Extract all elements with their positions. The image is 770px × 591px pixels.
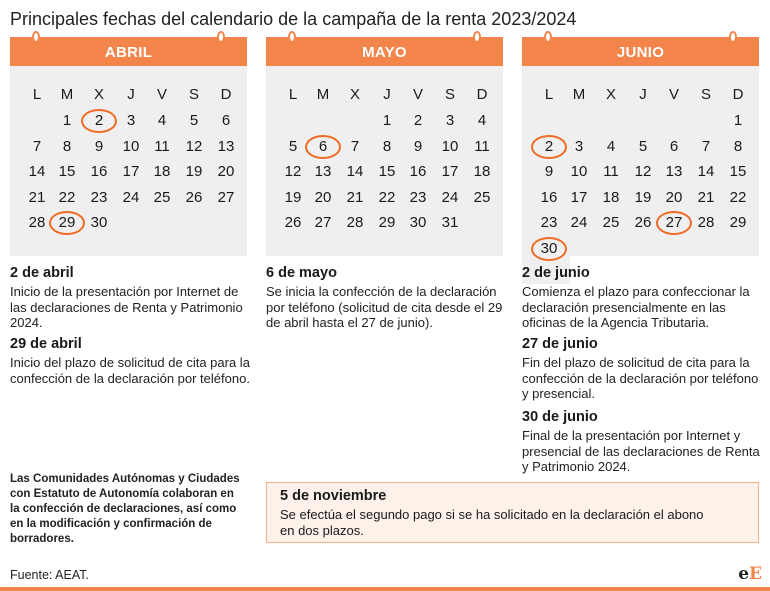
calendar-day: 20 (217, 163, 235, 180)
calendar-day: 3 (445, 112, 455, 129)
calendar-day: 20 (314, 188, 332, 206)
calendar-day: 24 (441, 188, 459, 206)
calendar-day: 29 (58, 214, 76, 231)
calendar-day: 4 (606, 137, 616, 155)
calendar-day: 30 (409, 214, 427, 231)
event-29-abril (10, 336, 250, 386)
weekday-label: M (60, 86, 74, 103)
source-label: Fuente: AEAT. (10, 568, 89, 582)
calendar-day: 8 (62, 137, 72, 155)
calendar-grid (522, 66, 759, 256)
page-title: Principales fechas del calendario de la campaña de la renta 2023/2024 (10, 9, 577, 29)
weekday-label: V (668, 86, 679, 103)
event-date: 6 de mayo (266, 265, 337, 281)
bottom-accent-bar (0, 587, 770, 591)
month-label: JUNIO (616, 44, 665, 61)
calendar-day: 18 (602, 188, 620, 206)
calendar-day: 28 (697, 214, 715, 231)
calendar-day: 30 (90, 214, 108, 231)
calendar-day: 26 (634, 214, 652, 231)
autonomy-note: Las Comunidades Autónomas y Ciudades con Estatuto de Autonomía colaboran en la confección de declaraciones, así como en la modificación y confirmación de borradores. (10, 473, 240, 545)
calendar-day: 25 (153, 188, 171, 206)
calendar-day: 10 (441, 137, 459, 155)
event-30-junio (522, 409, 762, 475)
calendar-day: 21 (697, 188, 715, 206)
calendar-day: 23 (409, 188, 427, 206)
calendar-day: 28 (346, 214, 364, 231)
calendar-day: 11 (154, 137, 170, 155)
weekday-label: L (288, 86, 298, 103)
calendar-day: 5 (638, 137, 648, 155)
event-27-junio (522, 336, 762, 402)
weekday-label: J (127, 86, 135, 103)
calendar-day: 19 (185, 163, 203, 180)
binder-ring-icon (288, 31, 296, 43)
weekday-label: S (444, 86, 455, 103)
calendar-day: 24 (570, 214, 588, 231)
calendar-day: 3 (126, 112, 136, 129)
calendar-day: 11 (603, 163, 619, 180)
calendar-day: 29 (378, 214, 396, 231)
calendar-day: 5 (288, 137, 298, 155)
weekday-label: V (156, 86, 167, 103)
weekday-label: L (32, 86, 42, 103)
weekday-label: X (605, 86, 616, 103)
weekday-label: D (476, 86, 488, 103)
calendar-may (266, 37, 503, 256)
calendar-day: 13 (665, 163, 683, 180)
calendar-april (10, 37, 247, 256)
calendar-day: 17 (570, 188, 588, 206)
calendar-day: 3 (574, 137, 584, 155)
calendar-day: 22 (58, 188, 76, 206)
calendar-day: 22 (729, 188, 747, 206)
event-date: 2 de abril (10, 265, 74, 281)
calendar-day: 7 (701, 137, 711, 155)
calendar-day: 9 (413, 137, 423, 155)
event-description: Se efectúa el segundo pago si se ha solicitado en la declaración el abono en dos plazos. (280, 507, 704, 538)
calendar-day: 25 (602, 214, 620, 231)
weekday-label: S (188, 86, 199, 103)
logo-part-1: e (738, 564, 750, 584)
calendar-day: 11 (474, 137, 490, 155)
calendar-day: 2 (544, 137, 554, 155)
month-label: MAYO (362, 44, 407, 61)
calendar-day: 2 (94, 112, 104, 129)
calendar-day: 28 (28, 214, 46, 231)
event-description: Fin del plazo de solicitud de cita para la confección de la declaración por teléfono y presencial. (522, 355, 759, 401)
calendar-day: 27 (314, 214, 332, 231)
event-description: Final de la presentación por Internet y presencial de las declaraciones de Renta y Patrimonio 2024. (522, 428, 760, 474)
weekday-label: X (349, 86, 360, 103)
binder-ring-icon (729, 31, 737, 43)
calendar-day: 1 (382, 112, 392, 129)
calendar-day: 16 (540, 188, 558, 206)
calendar-day: 13 (314, 163, 332, 180)
calendar-june (522, 37, 759, 256)
calendar-day: 16 (409, 163, 427, 180)
calendar-day: 17 (122, 163, 140, 180)
calendar-day: 1 (62, 112, 72, 129)
calendar-day: 21 (346, 188, 364, 206)
calendar-day: 8 (382, 137, 392, 155)
calendar-day: 14 (28, 163, 46, 180)
calendar-header (522, 37, 759, 66)
event-description: Inicio del plazo de solicitud de cita para la confección de la declaración por teléfono. (10, 355, 250, 386)
calendar-day: 5 (189, 112, 199, 129)
weekday-label: L (544, 86, 554, 103)
november-box (266, 482, 759, 543)
calendar-day: 22 (378, 188, 396, 206)
binder-ring-icon (32, 31, 40, 43)
event-description: Comienza el plazo para confeccionar la declaración presencialmente en las oficinas de la Agencia Tributaria. (522, 284, 750, 330)
event-date: 2 de junio (522, 265, 590, 281)
calendar-day: 7 (350, 137, 360, 155)
calendar-day: 12 (185, 137, 203, 155)
calendar-day: 6 (221, 112, 231, 129)
calendar-day: 25 (473, 188, 491, 206)
calendar-day: 23 (90, 188, 108, 206)
calendar-day: 9 (544, 163, 554, 180)
calendar-day: 12 (634, 163, 652, 180)
calendar-day: 23 (540, 214, 558, 231)
weekday-label: X (93, 86, 104, 103)
logo-part-2: E (749, 564, 762, 584)
calendar-day: 13 (217, 137, 235, 155)
calendar-day: 14 (346, 163, 364, 180)
calendar-grid (10, 66, 247, 256)
weekday-label: S (700, 86, 711, 103)
event-description: Se inicia la confección de la declaración por teléfono (solicitud de cita desde el 29 de abril hasta el 27 de junio). (266, 284, 503, 330)
calendar-day: 9 (94, 137, 104, 155)
calendar-day: 16 (90, 163, 108, 180)
calendar-day: 18 (473, 163, 491, 180)
calendar-grid (266, 66, 503, 256)
calendar-day: 15 (58, 163, 76, 180)
calendar-day: 30 (540, 239, 558, 257)
calendar-day: 29 (729, 214, 747, 231)
calendar-day: 18 (153, 163, 171, 180)
calendar-day: 1 (733, 112, 743, 129)
calendar-header (266, 37, 503, 66)
weekday-label: M (572, 86, 586, 103)
calendar-day: 19 (634, 188, 652, 206)
calendar-day: 26 (284, 214, 302, 231)
calendar-day: 6 (318, 137, 328, 155)
calendar-day: 31 (441, 214, 459, 231)
calendar-day: 7 (32, 137, 42, 155)
calendar-day: 21 (28, 188, 46, 206)
calendar-day: 10 (570, 163, 588, 180)
event-date: 29 de abril (10, 336, 82, 352)
binder-ring-icon (544, 31, 552, 43)
calendar-day: 17 (441, 163, 459, 180)
weekday-label: M (316, 86, 330, 103)
calendar-day: 8 (733, 137, 743, 155)
calendar-day: 20 (665, 188, 683, 206)
brand-logo (738, 564, 762, 584)
event-6-mayo (266, 265, 506, 331)
calendar-day: 12 (284, 163, 302, 180)
calendar-day: 26 (185, 188, 203, 206)
calendar-header (10, 37, 247, 66)
weekday-label: J (383, 86, 391, 103)
event-2-abril (10, 265, 250, 331)
event-2-junio (522, 265, 762, 331)
calendar-day: 24 (122, 188, 140, 206)
calendar-day: 27 (217, 188, 235, 206)
event-date: 5 de noviembre (280, 488, 387, 504)
month-label: ABRIL (104, 44, 153, 61)
calendar-day: 4 (477, 112, 487, 129)
calendar-day: 14 (697, 163, 715, 180)
binder-ring-icon (217, 31, 225, 43)
calendar-day: 2 (413, 112, 423, 129)
weekday-label: J (639, 86, 647, 103)
calendar-day: 15 (378, 163, 396, 180)
calendar-day: 19 (284, 188, 302, 206)
calendar-day: 15 (729, 163, 747, 180)
weekday-label: D (732, 86, 744, 103)
calendar-day: 4 (157, 112, 167, 129)
weekday-label: D (220, 86, 232, 103)
calendar-day: 6 (669, 137, 679, 155)
calendar-day: 10 (122, 137, 140, 155)
event-date: 27 de junio (522, 336, 598, 352)
event-date: 30 de junio (522, 409, 598, 425)
binder-ring-icon (473, 31, 481, 43)
event-description: Inicio de la presentación por Internet de las declaraciones de Renta y Patrimonio 2024. (10, 284, 243, 330)
weekday-label: V (412, 86, 423, 103)
calendar-day: 27 (665, 214, 683, 231)
